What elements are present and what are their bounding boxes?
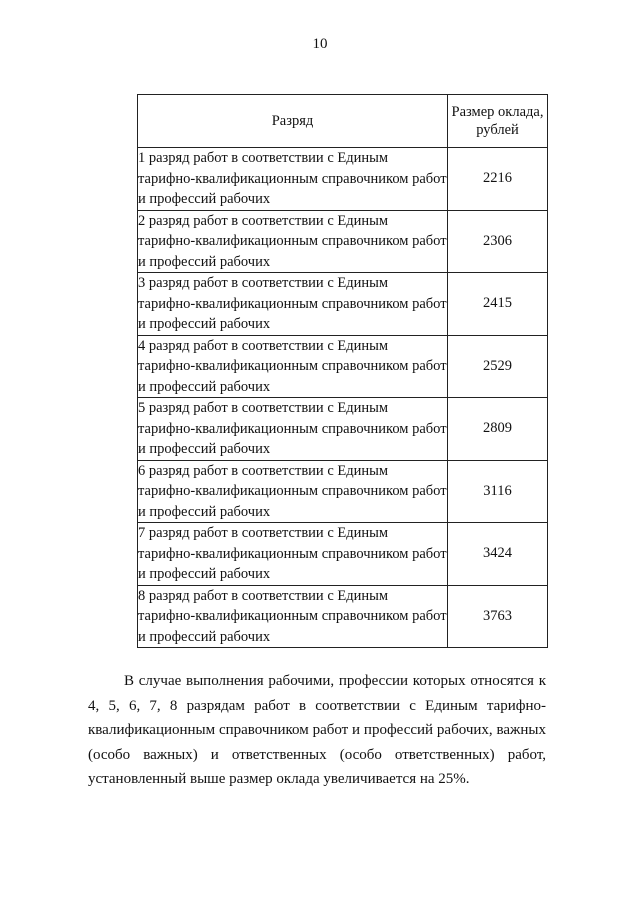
salary-cell: 3424 <box>448 523 548 586</box>
grade-cell: 4 разряд работ в соответствии с Единым тарифно-квалификационным справочником работ и профессий рабочих <box>138 335 448 398</box>
salary-cell: 2306 <box>448 210 548 273</box>
header-salary: Размер оклада, рублей <box>448 95 548 148</box>
grade-cell: 5 разряд работ в соответствии с Единым тарифно-квалификационным справочником работ и профессий рабочих <box>138 398 448 461</box>
note-paragraph: В случае выполнения рабочими, профессии которых относятся к 4, 5, 6, 7, 8 разрядам работ в соответствии с Единым тарифно-квалификационным справочником работ и профессий рабочих, важных (особо важных) и ответственных (особо ответственных) работ, установленный выше размер оклада увеличивается на 25%. <box>88 673 546 787</box>
grade-cell: 1 разряд работ в соответствии с Единым тарифно-квалификационным справочником работ и профессий рабочих <box>138 148 448 211</box>
salary-table <box>137 94 548 648</box>
table-header-row <box>138 95 548 148</box>
salary-cell: 2809 <box>448 398 548 461</box>
grade-cell: 8 разряд работ в соответствии с Единым тарифно-квалификационным справочником работ и профессий рабочих <box>138 585 448 648</box>
table-row <box>138 273 548 336</box>
grade-cell: 3 разряд работ в соответствии с Единым тарифно-квалификационным справочником работ и профессий рабочих <box>138 273 448 336</box>
salary-cell: 2529 <box>448 335 548 398</box>
salary-cell: 2216 <box>448 148 548 211</box>
salary-cell: 3116 <box>448 460 548 523</box>
table-row <box>138 398 548 461</box>
grade-cell: 2 разряд работ в соответствии с Единым тарифно-квалификационным справочником работ и профессий рабочих <box>138 210 448 273</box>
table-row <box>138 148 548 211</box>
table-row <box>138 460 548 523</box>
table-row <box>138 335 548 398</box>
table-row <box>138 585 548 648</box>
page-number: 10 <box>312 36 328 52</box>
table-row <box>138 523 548 586</box>
salary-cell: 2415 <box>448 273 548 336</box>
salary-cell: 3763 <box>448 585 548 648</box>
grade-cell: 7 разряд работ в соответствии с Единым тарифно-квалификационным справочником работ и профессий рабочих <box>138 523 448 586</box>
header-grade: Разряд <box>138 95 448 148</box>
table-row <box>138 210 548 273</box>
grade-cell: 6 разряд работ в соответствии с Единым тарифно-квалификационным справочником работ и профессий рабочих <box>138 460 448 523</box>
